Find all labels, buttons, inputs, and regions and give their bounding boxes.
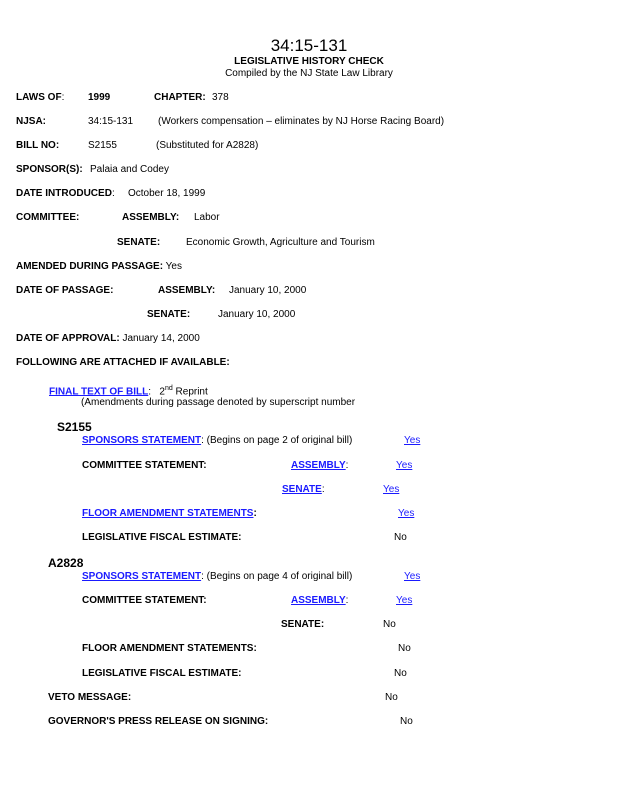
s2155-floor-yes-link[interactable]: Yes: [398, 508, 415, 519]
s2155-fiscal-value: No: [394, 532, 407, 543]
date-introduced-value: October 18, 1999: [128, 188, 206, 199]
passage-assembly-label: ASSEMBLY:: [158, 285, 216, 296]
statute-title: 34:15-131: [270, 36, 348, 55]
committee-assembly-label: ASSEMBLY:: [122, 212, 180, 223]
a2828-floor-label: FLOOR AMENDMENT STATEMENTS:: [82, 643, 257, 654]
a2828-senate-label: SENATE:: [281, 619, 325, 630]
approval-label: DATE OF APPROVAL:: [16, 333, 120, 344]
a2828-floor-value: No: [398, 643, 411, 654]
amended-row: [16, 261, 182, 273]
s2155-floor-colon: :: [253, 508, 257, 519]
amended-value: Yes: [165, 261, 182, 272]
a2828-sponsors-statement-link[interactable]: SPONSORS STATEMENT: [82, 571, 202, 582]
a2828-committee-label: COMMITTEE STATEMENT:: [82, 595, 207, 606]
final-text-colon: :: [148, 386, 152, 398]
s2155-fiscal-label: LEGISLATIVE FISCAL ESTIMATE:: [82, 532, 242, 543]
reprint-word: Reprint: [175, 386, 208, 398]
document-title: LEGISLATIVE HISTORY CHECK: [234, 56, 384, 67]
date-introduced-row: [16, 188, 115, 200]
a2828-assembly-colon: :: [345, 595, 349, 606]
s2155-sponsors-statement-link[interactable]: SPONSORS STATEMENT: [82, 435, 202, 446]
passage-senate-label: SENATE:: [147, 309, 191, 320]
bill-no-value: S2155: [88, 140, 117, 151]
date-introduced-colon: :: [111, 188, 115, 199]
s2155-assembly-yes-link[interactable]: Yes: [396, 460, 413, 471]
committee-label: COMMITTEE:: [16, 212, 80, 223]
laws-of-row: [16, 92, 64, 104]
chapter-label: CHAPTER:: [154, 92, 206, 103]
s2155-assembly-link[interactable]: ASSEMBLY: [291, 460, 346, 471]
a2828-heading: A2828: [48, 556, 84, 570]
sponsors-value: Palaia and Codey: [90, 164, 169, 175]
a2828-senate-value: No: [383, 619, 396, 630]
a2828-assembly-row: [291, 595, 348, 607]
committee-senate-value: Economic Growth, Agriculture and Tourism: [186, 237, 375, 248]
committee-assembly-value: Labor: [194, 212, 220, 223]
laws-of-colon: :: [61, 92, 65, 103]
s2155-assembly-row: [291, 460, 348, 472]
laws-of-label: LAWS OF: [16, 92, 62, 103]
s2155-senate-colon: :: [321, 484, 325, 495]
s2155-heading: S2155: [57, 420, 92, 434]
a2828-assembly-link[interactable]: ASSEMBLY: [291, 595, 346, 606]
document-subtitle: Compiled by the NJ State Law Library: [225, 68, 393, 79]
approval-value: January 14, 2000: [122, 333, 200, 344]
s2155-sponsors-row: [82, 435, 352, 447]
final-text-note: (Amendments during passage denoted by superscript number: [81, 397, 356, 408]
a2828-fiscal-value: No: [394, 668, 407, 679]
a2828-assembly-yes-link[interactable]: Yes: [396, 595, 413, 606]
passage-label: DATE OF PASSAGE:: [16, 285, 114, 296]
s2155-assembly-colon: :: [345, 460, 349, 471]
chapter-value: 378: [212, 92, 229, 103]
final-text-link[interactable]: FINAL TEXT OF BILL: [49, 386, 149, 398]
s2155-senate-yes-link[interactable]: Yes: [383, 484, 400, 495]
reprint-number: 2: [159, 386, 165, 398]
bill-no-note: (Substituted for A2828): [156, 140, 259, 151]
a2828-sponsors-row: [82, 571, 352, 583]
s2155-floor-amendment-link[interactable]: FLOOR AMENDMENT STATEMENTS: [82, 508, 254, 519]
njsa-label: NJSA:: [16, 116, 47, 127]
njsa-value: 34:15-131: [88, 116, 134, 127]
sponsors-label: SPONSOR(S):: [16, 164, 83, 175]
s2155-senate-link[interactable]: SENATE: [282, 484, 322, 495]
attached-heading: FOLLOWING ARE ATTACHED IF AVAILABLE:: [16, 357, 230, 368]
s2155-senate-row: [282, 484, 325, 496]
passage-assembly-value: January 10, 2000: [229, 285, 307, 296]
amended-label: AMENDED DURING PASSAGE:: [16, 261, 164, 272]
date-introduced-label: DATE INTRODUCED: [16, 188, 112, 199]
s2155-sponsors-note: : (Begins on page 2 of original bill): [201, 435, 353, 446]
s2155-committee-label: COMMITTEE STATEMENT:: [82, 460, 207, 471]
reprint-ordinal-suffix: nd: [164, 385, 173, 392]
committee-senate-label: SENATE:: [117, 237, 161, 248]
veto-value: No: [385, 692, 398, 703]
a2828-sponsors-note: : (Begins on page 4 of original bill): [201, 571, 353, 582]
press-release-label: GOVERNOR'S PRESS RELEASE ON SIGNING:: [48, 716, 269, 727]
a2828-sponsors-yes-link[interactable]: Yes: [404, 571, 421, 582]
bill-no-label: BILL NO:: [16, 140, 60, 151]
s2155-floor-row: [82, 508, 257, 520]
a2828-fiscal-label: LEGISLATIVE FISCAL ESTIMATE:: [82, 668, 242, 679]
veto-label: VETO MESSAGE:: [48, 692, 132, 703]
press-release-value: No: [400, 716, 413, 727]
njsa-description: (Workers compensation – eliminates by NJ Horse Racing Board): [158, 116, 445, 127]
laws-of-year: 1999: [88, 92, 111, 103]
passage-senate-value: January 10, 2000: [218, 309, 296, 320]
approval-row: [16, 333, 200, 345]
s2155-sponsors-yes-link[interactable]: Yes: [404, 435, 421, 446]
